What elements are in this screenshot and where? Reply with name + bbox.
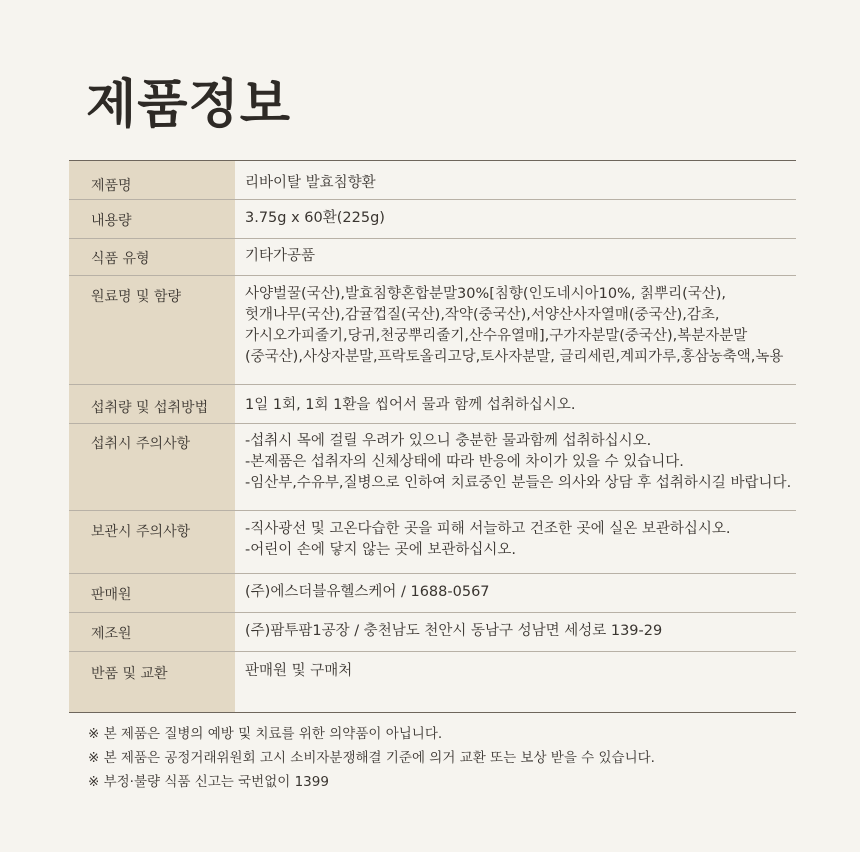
value-line: 사양벌꿀(국산),발효침향혼합분말30%[침향(인도네시아10%, 칡뿌리(국산),: [245, 286, 727, 302]
value-line: 가시오가피줄기,당귀,천궁뿌리줄기,산수유열매],구가자분말(중국산),복분자분말: [245, 328, 748, 344]
row-product-name: [69, 161, 796, 200]
row-value: [235, 613, 796, 651]
row-value: [235, 161, 796, 199]
value-line: 리바이탈 발효침향환: [245, 175, 376, 191]
value-line: -본제품은 섭취자의 신체상태에 따라 반응에 차이가 있을 수 있습니다.: [245, 454, 684, 470]
value-line: -임산부,수유부,질병으로 인하여 치료중인 분들은 의사와 상담 후 섭취하시길 바랍니다.: [245, 475, 792, 491]
row-label: 보관시 주의사항: [69, 511, 235, 573]
row-label: 섭취량 및 섭취방법: [69, 385, 235, 423]
row-value: [235, 652, 796, 712]
disclaimer-notes: [88, 722, 655, 794]
row-label: 제품명: [69, 161, 235, 199]
row-label: 섭취시 주의사항: [69, 424, 235, 510]
row-value: [235, 511, 796, 573]
value-line: 기타가공품: [245, 248, 316, 264]
row-intake-caution: [69, 424, 796, 511]
page-title: 제품정보: [86, 75, 291, 135]
value-line: 판매원 및 구매처: [245, 663, 353, 679]
row-value: [235, 276, 796, 384]
value-line: (주)에스더블유헬스케어 / 1688-0567: [245, 584, 490, 600]
value-line: -어린이 손에 닿지 않는 곳에 보관하십시오.: [245, 542, 517, 558]
row-value: [235, 385, 796, 423]
row-value: [235, 424, 796, 510]
row-volume: [69, 200, 796, 239]
row-food-type: [69, 239, 796, 276]
value-line: (중국산),사상자분말,프락토올리고당,토사자분말, 글리세린,계피가루,홍삼농축액,녹용: [245, 349, 784, 365]
row-value: [235, 200, 796, 238]
note-line: ※ 부정·불량 식품 신고는 국번없이 1399: [88, 774, 329, 790]
row-seller: [69, 574, 796, 613]
value-line: -직사광선 및 고온다습한 곳을 피해 서늘하고 건조한 곳에 실온 보관하십시오.: [245, 521, 731, 537]
row-label: 식품 유형: [69, 239, 235, 275]
row-manufacturer: [69, 613, 796, 652]
value-line: 3.75g x 60환(225g): [245, 210, 385, 226]
value-line: 1일 1회, 1회 1환을 씹어서 물과 함께 섭취하십시오.: [245, 397, 576, 413]
note-line: ※ 본 제품은 질병의 예방 및 치료를 위한 의약품이 아닙니다.: [88, 726, 443, 742]
value-line: -섭취시 목에 걸릴 우려가 있으니 충분한 물과함께 섭취하십시오.: [245, 433, 652, 449]
row-label: 원료명 및 함량: [69, 276, 235, 384]
value-line: 헛개나무(국산),감귤껍질(국산),작약(중국산),서양산사자열매(중국산),감초,: [245, 307, 720, 323]
row-intake: [69, 385, 796, 424]
row-storage-caution: [69, 511, 796, 574]
row-value: [235, 239, 796, 275]
row-label: 제조원: [69, 613, 235, 651]
product-info-table: [69, 160, 796, 713]
row-value: [235, 574, 796, 612]
note-line: ※ 본 제품은 공정거래위원회 고시 소비자분쟁해결 기준에 의거 교환 또는 보상 받을 수 있습니다.: [88, 750, 655, 766]
value-line: (주)팜투팜1공장 / 충천남도 천안시 동남구 성남면 세성로 139-29: [245, 623, 663, 639]
row-ingredients: [69, 276, 796, 385]
row-label: 반품 및 교환: [69, 652, 235, 712]
row-label: 내용량: [69, 200, 235, 238]
row-returns: [69, 652, 796, 712]
row-label: 판매원: [69, 574, 235, 612]
